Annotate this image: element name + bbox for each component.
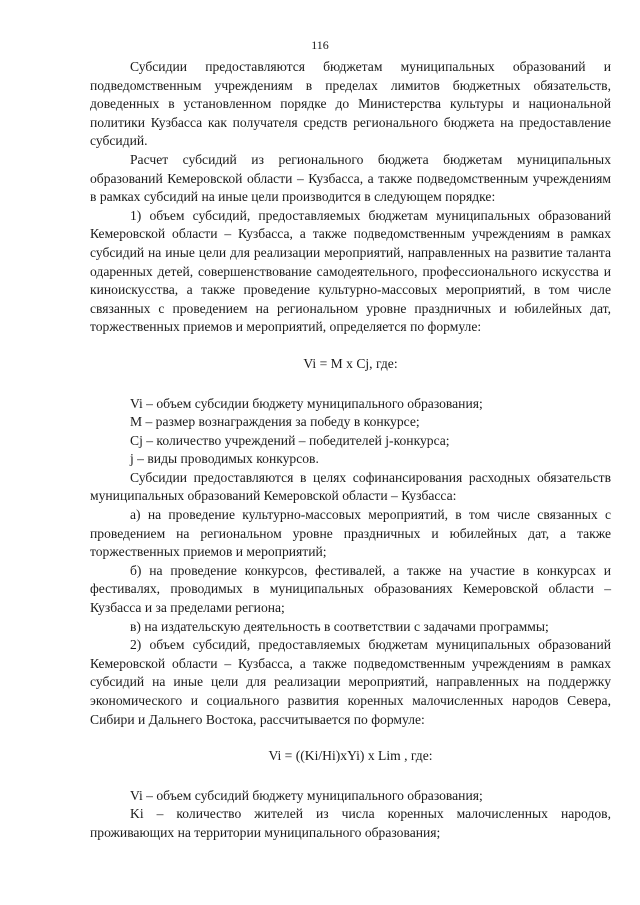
definition-vi: Vi – объем субсидии бюджету муниципального образования; [130,395,483,411]
definition-cj: Cj – количество учреждений – победителей j-конкурса; [130,432,450,448]
definition-j: j – виды проводимых конкурсов. [130,451,319,467]
list-item-a: а) на проведение культурно-массовых мероприятий, в том числе связанных с проведением на региональном уровне праздничных и юбилейных дат, а также торжественных приемов и мероприятий; [90,507,611,560]
formula-2-text: Vi = ((Ki/Hi)xYi) x Lim , где: [268,748,433,764]
paragraph-subsidy-limits: Субсидии предоставляются бюджетам муниципальных образований и подведомственным учреждениям в пределах лимитов бюджетных обязательств, доведенных в установленном порядке до Министерства культуры и национальной политики Кузбасса как получателя средств регионального бюджета на предоставление субсидий. [90,59,611,149]
formula-2 [90,747,611,766]
paragraph-item-1: 1) объем субсидий, предоставляемых бюджетам муниципальных образований Кемеровской области – Кузбасса, а также подведомственным учреждениям в рамках субсидий на иные цели для реализации мероприятий, направленных на развитие таланта одаренных детей, совершенствование самодеятельного, профессионального искусства и киноискусства, а также проведение культурно-массовых мероприятий, в том числе связанных с проведением на региональном уровне праздничных и юбилейных дат, торжественных приемов и мероприятий, определяется по формуле: [90,207,611,335]
definition-ki: Ki – количество жителей из числа коренных малочисленных народов, проживающих на территории муниципального образования; [90,806,611,840]
formula-1-text: Vi = M x Cj, где: [303,355,398,371]
page-number: 116 [311,38,329,52]
list-item-b: б) на проведение конкурсов, фестивалей, а также на участие в конкурсах и фестивалях, проводимых в муниципальных образованиях Кемеровской области – Кузбасса и за пределами региона; [90,562,611,616]
formula-1 [90,355,611,374]
paragraph-calculation-order: Расчет субсидий из регионального бюджета бюджетам муниципальных образований Кемеровской области – Кузбасса, а также подведомственным учреждениям в рамках субсидий на иные цели производится в следующем порядке: [90,151,611,205]
list-item-v: в) на издательскую деятельность в соответствии с задачами программы; [130,618,549,634]
definition-vi-2: Vi – объем субсидий бюджету муниципального образования; [130,787,483,803]
paragraph-item-2: 2) объем субсидий, предоставляемых бюджетам муниципальных образований Кемеровской области – Кузбасса, а также подведомственным учреждениям в рамках субсидий на иные цели для реализации мероприятий, направленных на поддержку экономического и социального развития коренных малочисленных народов Севера, Сибири и Дальнего Востока, рассчитывается по формуле: [90,637,611,727]
definition-m: M – размер вознаграждения за победу в конкурсе; [130,414,420,430]
document-body [90,58,611,843]
paragraph-cofinancing: Субсидии предоставляются в целях софинансирования расходных обязательств муниципальных образований Кемеровской области – Кузбасса: [90,469,611,504]
